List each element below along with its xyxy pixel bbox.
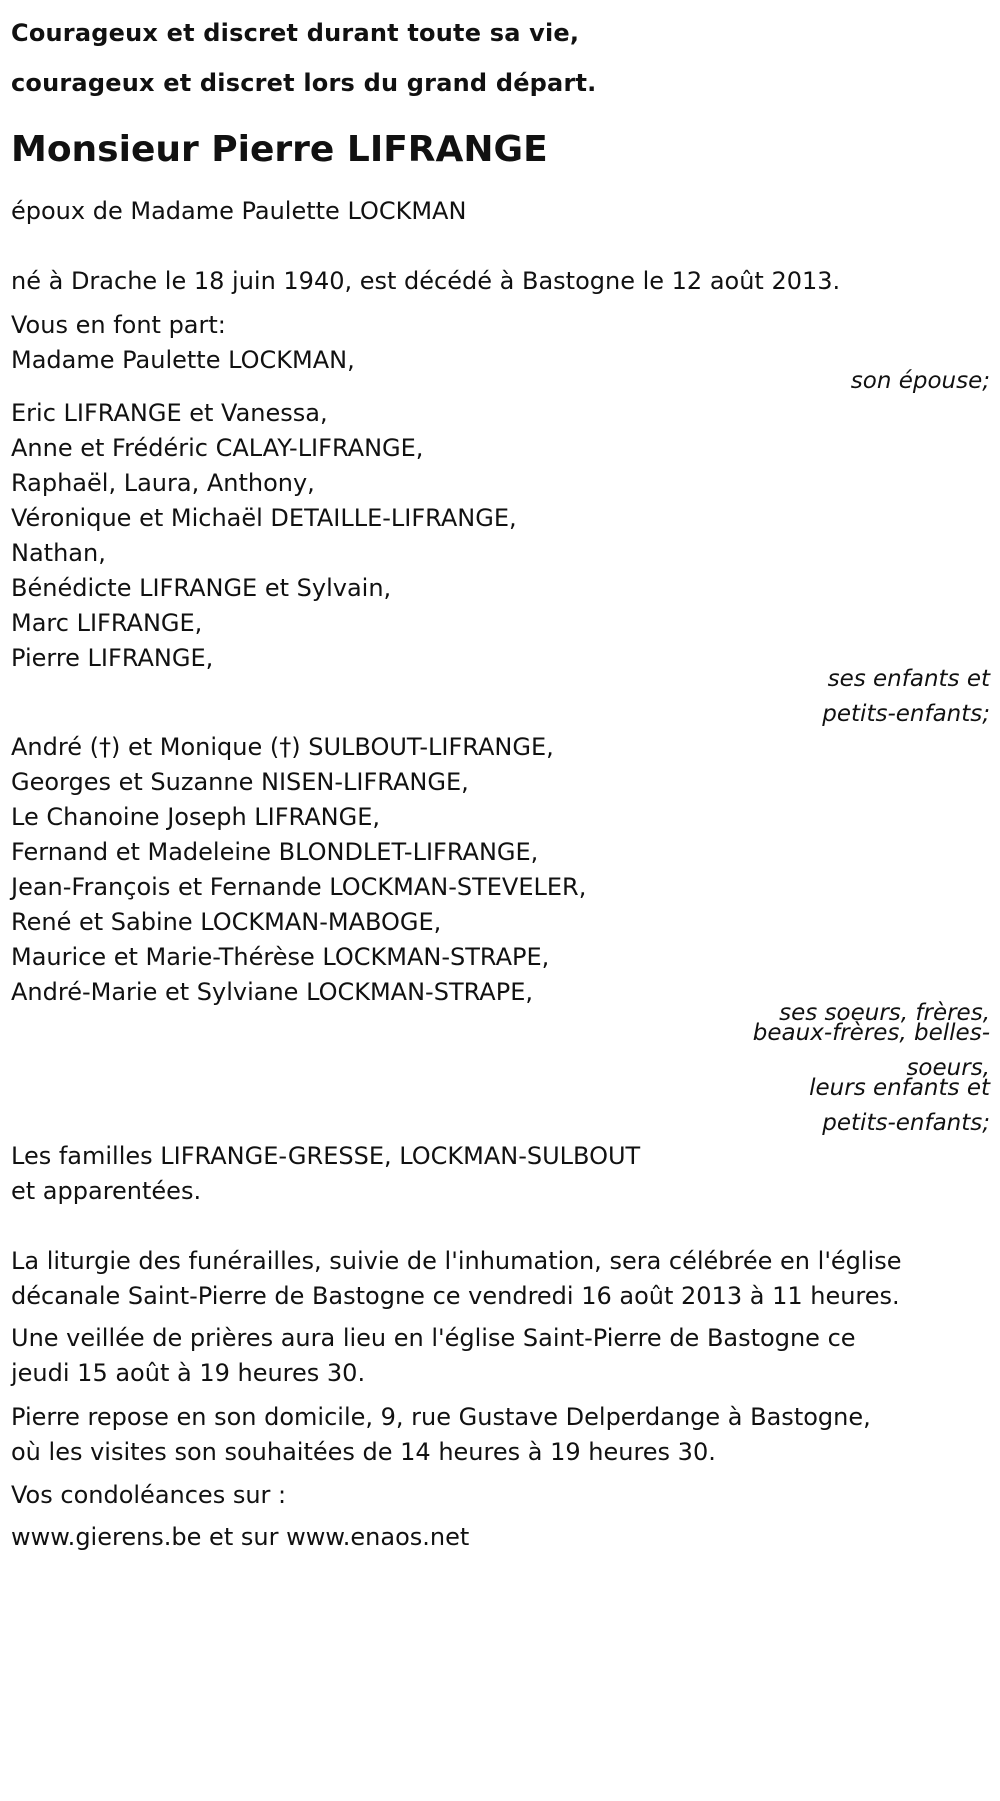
children-relation-line-2: petits-enfants;	[822, 701, 990, 727]
siblings-relation-line-4: leurs enfants et	[809, 1075, 990, 1101]
cross-icon: †	[98, 733, 111, 761]
funeral-line-2: décanale Saint-Pierre de Bastogne ce vendredi 16 août 2013 à 11 heures.	[11, 1282, 900, 1310]
sibling-text-part: ) et Monique (	[110, 733, 280, 761]
deceased-name: Monsieur Pierre LIFRANGE	[11, 129, 548, 170]
sibling-text-part: André (	[11, 733, 99, 761]
child-member: Pierre LIFRANGE,	[11, 644, 214, 672]
sibling-member: Le Chanoine Joseph LIFRANGE,	[11, 803, 381, 831]
child-member: Nathan,	[11, 539, 106, 567]
families-line-1: Les familles LIFRANGE-GRESSE, LOCKMAN-SULBOUT	[11, 1142, 641, 1170]
sibling-member-with-crosses	[11, 732, 554, 762]
sibling-member: André-Marie et Sylviane LOCKMAN-STRAPE,	[11, 978, 533, 1006]
siblings-relation-line-1: ses soeurs, frères,	[779, 1000, 990, 1026]
spouse-line: époux de Madame Paulette LOCKMAN	[11, 197, 467, 225]
sibling-member: Jean-François et Fernande LOCKMAN-STEVELER,	[11, 873, 587, 901]
announcement-intro: Vous en font part:	[11, 311, 226, 339]
vigil-line-1: Une veillée de prières aura lieu en l'église Saint-Pierre de Bastogne ce	[11, 1324, 856, 1352]
child-member: Véronique et Michaël DETAILLE-LIFRANGE,	[11, 504, 517, 532]
spouse-member: Madame Paulette LOCKMAN,	[11, 346, 355, 374]
condolences-sites: www.gierens.be et sur www.enaos.net	[11, 1523, 470, 1551]
rest-line-1: Pierre repose en son domicile, 9, rue Gustave Delperdange à Bastogne,	[11, 1403, 871, 1431]
epigraph-line-1: Courageux et discret durant toute sa vie,	[11, 19, 580, 47]
siblings-relation-line-5: petits-enfants;	[822, 1110, 990, 1136]
sibling-member: Fernand et Madeleine BLONDLET-LIFRANGE,	[11, 838, 539, 866]
epigraph-line-2: courageux et discret lors du grand départ.	[11, 69, 597, 97]
child-member: Anne et Frédéric CALAY-LIFRANGE,	[11, 434, 424, 462]
rest-line-2: où les visites son souhaitées de 14 heures à 19 heures 30.	[11, 1438, 716, 1466]
sibling-text-part: ) SULBOUT-LIFRANGE,	[291, 733, 554, 761]
sibling-member: Georges et Suzanne NISEN-LIFRANGE,	[11, 768, 469, 796]
child-member: Eric LIFRANGE et Vanessa,	[11, 399, 328, 427]
funeral-line-1: La liturgie des funérailles, suivie de l'inhumation, sera célébrée en l'église	[11, 1247, 902, 1275]
siblings-relation-line-2: beaux-frères, belles-	[752, 1020, 990, 1046]
epigraph	[11, 8, 911, 108]
cross-icon: †	[279, 733, 292, 761]
sibling-member: Maurice et Marie-Thérèse LOCKMAN-STRAPE,	[11, 943, 550, 971]
condolences-intro: Vos condoléances sur :	[11, 1481, 287, 1509]
spouse-relation: son épouse;	[850, 368, 990, 394]
child-member: Raphaël, Laura, Anthony,	[11, 469, 315, 497]
families-line-2: et apparentées.	[11, 1177, 202, 1205]
sibling-member: René et Sabine LOCKMAN-MABOGE,	[11, 908, 442, 936]
birth-death-line: né à Drache le 18 juin 1940, est décédé à Bastogne le 12 août 2013.	[11, 267, 841, 295]
child-member: Bénédicte LIFRANGE et Sylvain,	[11, 574, 392, 602]
vigil-line-2: jeudi 15 août à 19 heures 30.	[11, 1359, 366, 1387]
child-member: Marc LIFRANGE,	[11, 609, 203, 637]
siblings-relation-line-3: soeurs,	[906, 1055, 990, 1081]
children-relation-line-1: ses enfants et	[827, 666, 990, 692]
